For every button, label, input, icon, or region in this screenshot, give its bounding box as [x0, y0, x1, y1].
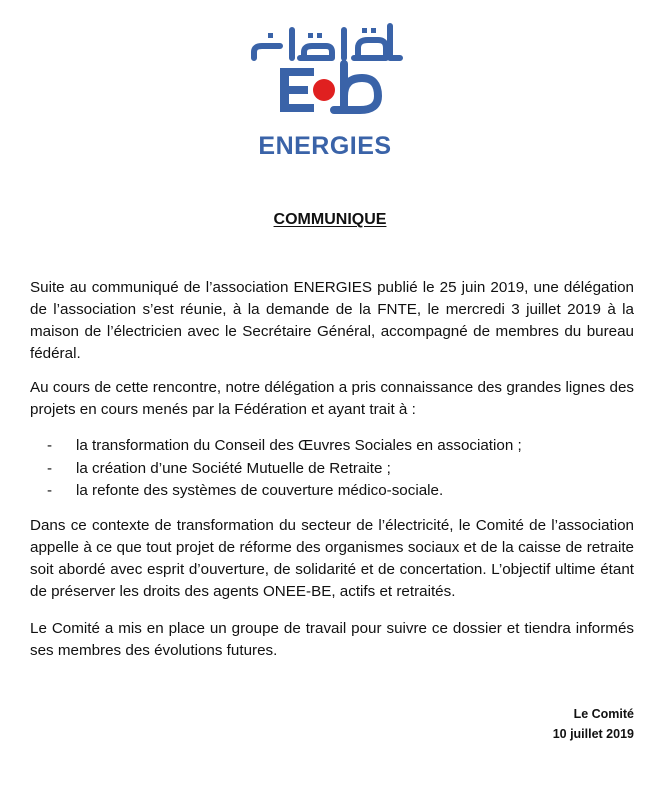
projects-list — [30, 435, 634, 503]
list-item — [30, 458, 634, 481]
list-dash: - — [47, 482, 53, 499]
list-dash: - — [47, 459, 53, 477]
list-dash: - — [47, 437, 53, 454]
signature-block — [553, 704, 634, 744]
logo-emblem-icon — [240, 18, 410, 130]
signature-signer: Le Comité — [573, 707, 634, 721]
paragraph-meeting: Au cours de cette rencontre, notre délégation a pris connaissance des grandes lignes des projets en cours menés par la Fédération et ayant trait à : — [30, 379, 634, 418]
document-title: COMMUNIQUE — [273, 211, 387, 228]
list-item-text: la création d’une Société Mutuelle de Retraite ; — [76, 459, 391, 477]
list-item — [30, 435, 634, 458]
list-item — [30, 480, 634, 503]
paragraph-working-group: Le Comité a mis en place un groupe de travail pour suivre ce dossier et tiendra informés ses membres des évolutions futures. — [30, 620, 634, 659]
list-item-text: la transformation du Conseil des Œuvres Sociales en association ; — [76, 437, 522, 454]
energies-logo — [240, 18, 410, 163]
paragraph-intro: Suite au communiqué de l’association ENERGIES publié le 25 juin 2019, une délégation de l’association s’est réunie, à la demande de la FNTE, le mercredi 3 juillet 2019 à la maison de l’électricien avec le Secrétaire Général, accompagné de membres du bureau fédéral. — [30, 279, 634, 362]
signature-date: 10 juillet 2019 — [552, 727, 634, 741]
list-item-text: la refonte des systèmes de couverture médico-sociale. — [76, 482, 444, 499]
paragraph-context: Dans ce contexte de transformation du secteur de l’électricité, le Comité de l’association appelle à ce que tout projet de réforme des organismes sociaux et de la caisse de retraite soit abordé avec esprit d’ouverture, de solidarité et de concertation. L’objectif ultime étant de préserver les droits des agents ONEE-BE, actifs et retraités. — [30, 517, 634, 600]
logo-wordmark: ENERGIES — [258, 132, 392, 160]
